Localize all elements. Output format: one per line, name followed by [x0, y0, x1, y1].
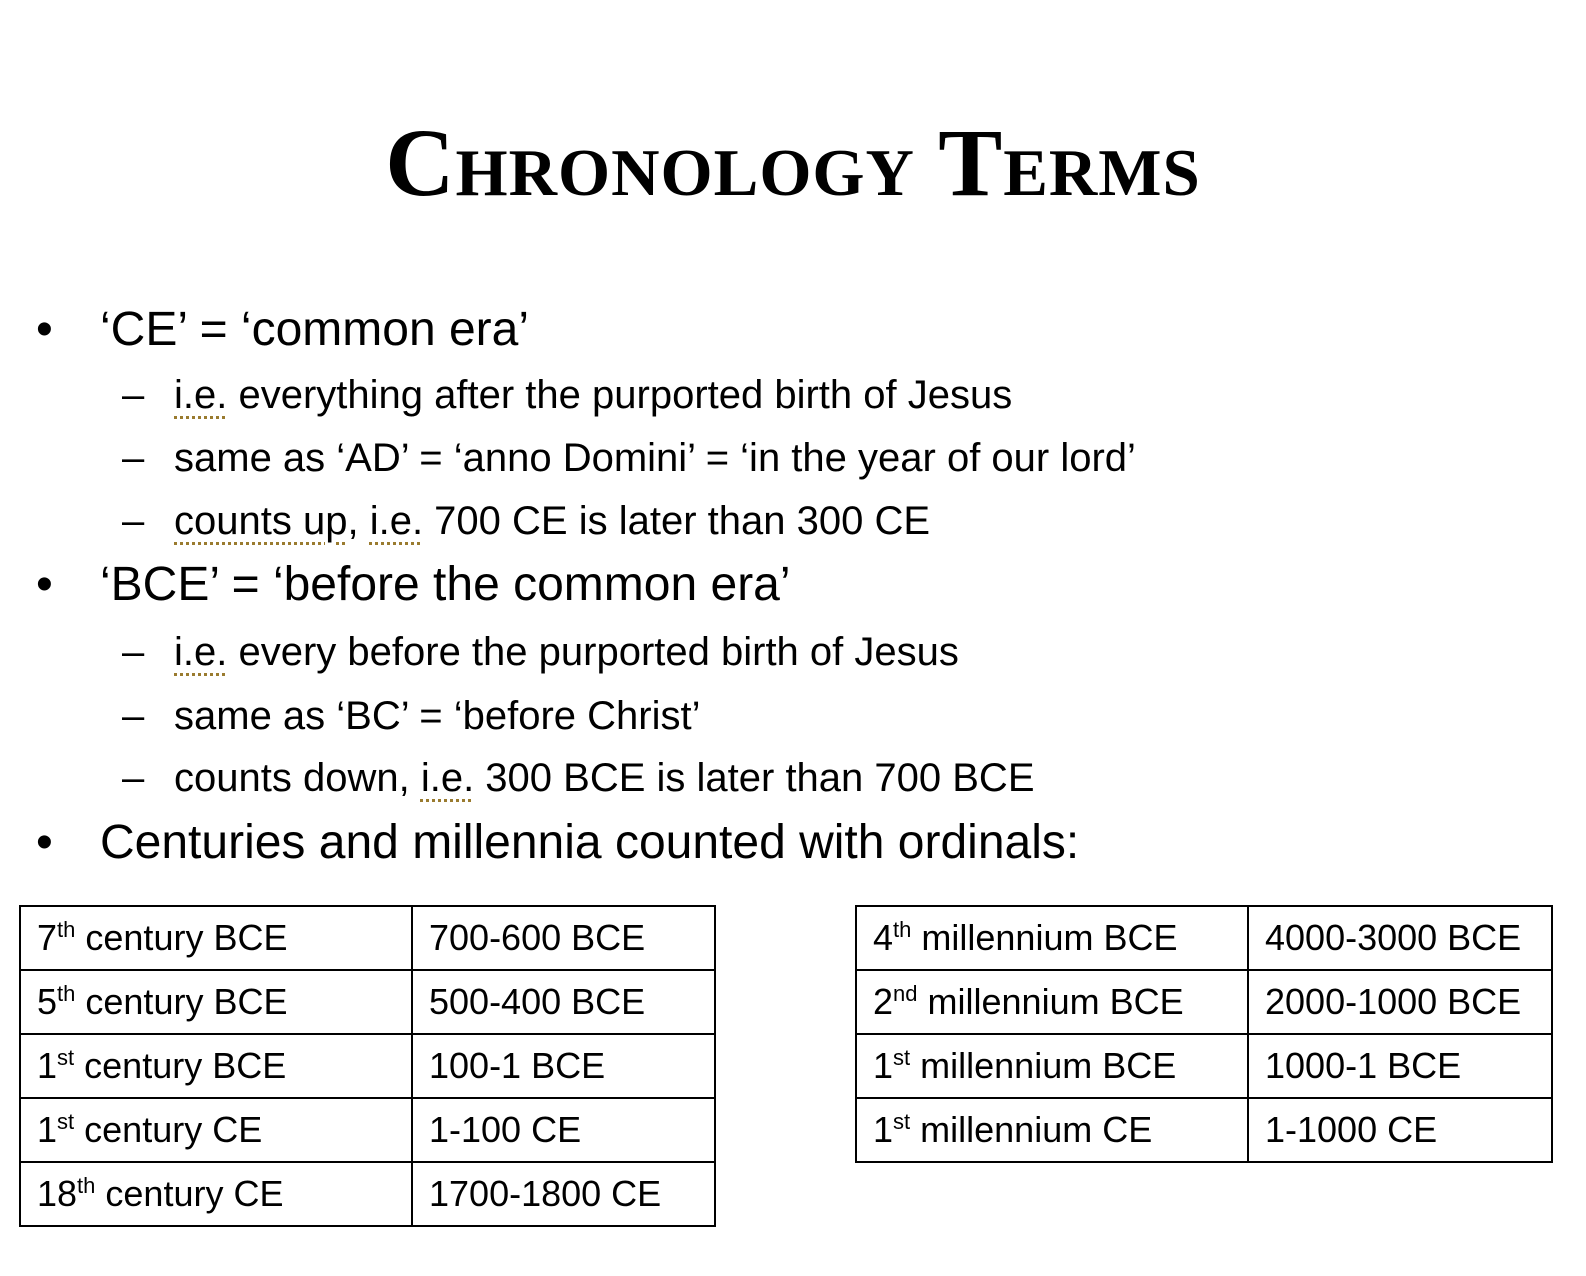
ie-spellcheck-word: i.e. — [369, 499, 424, 543]
term-cell: 7th century BCE — [20, 906, 412, 970]
range-cell: 4000-3000 BCE — [1248, 906, 1552, 970]
range-cell: 1-1000 CE — [1248, 1098, 1552, 1162]
sub-text: same as ‘BC’ = ‘before Christ’ — [174, 694, 701, 738]
ie-spellcheck-word: i.e. — [174, 373, 228, 417]
slide-title: Chronology Terms — [385, 109, 1201, 216]
bullet-ce-text: ‘CE’ = ‘common era’ — [100, 303, 530, 356]
sub-bce-meaning — [122, 628, 959, 676]
sub-bce-same-as — [122, 692, 700, 740]
sub-dash: – — [122, 630, 145, 674]
sub-dash: – — [122, 694, 145, 738]
bullet-dot: • — [36, 303, 53, 356]
range-cell: 1700-1800 CE — [412, 1162, 715, 1226]
range-cell: 500-400 BCE — [412, 970, 715, 1034]
sub-ce-meaning — [122, 371, 1012, 419]
sub-text: everything after the purported birth of Jesus — [227, 373, 1013, 417]
sub-bce-counts — [122, 754, 1035, 802]
sub-ce-counts — [122, 497, 930, 545]
counts-up-spellcheck-word: counts up — [174, 499, 348, 543]
term-cell: 1st century CE — [20, 1098, 412, 1162]
bullet-ce — [36, 302, 529, 358]
ie-spellcheck-word: i.e. — [174, 630, 228, 674]
sub-dash: – — [122, 373, 145, 417]
sub-text: every before the purported birth of Jesus — [227, 630, 959, 674]
term-cell: 1st century BCE — [20, 1034, 412, 1098]
sub-ce-same-as — [122, 434, 1136, 482]
bullet-bce — [36, 557, 791, 613]
ie-spellcheck-word: i.e. — [420, 756, 475, 800]
table-row — [856, 970, 1552, 1034]
table-row — [856, 1098, 1552, 1162]
range-cell: 1000-1 BCE — [1248, 1034, 1552, 1098]
table-row — [20, 1098, 715, 1162]
range-cell: 1-100 CE — [412, 1098, 715, 1162]
bullet-bce-text: ‘BCE’ = ‘before the common era’ — [100, 558, 791, 611]
table-row — [20, 906, 715, 970]
term-cell: 1st millennium BCE — [856, 1034, 1248, 1098]
sub-dash: – — [122, 499, 145, 543]
term-cell: 5th century BCE — [20, 970, 412, 1034]
sub-text: 700 CE is later than 300 CE — [423, 499, 931, 543]
table-row — [20, 1162, 715, 1226]
millennia-table — [855, 905, 1553, 1163]
term-cell: 18th century CE — [20, 1162, 412, 1226]
term-cell: 4th millennium BCE — [856, 906, 1248, 970]
centuries-table — [19, 905, 716, 1227]
sub-dash: – — [122, 756, 145, 800]
range-cell: 700-600 BCE — [412, 906, 715, 970]
sub-text: same as ‘AD’ = ‘anno Domini’ = ‘in the year of our lord’ — [174, 436, 1136, 480]
sub-text: counts down, — [174, 756, 421, 800]
table-row — [20, 1034, 715, 1098]
bullet-dot: • — [36, 816, 53, 869]
sub-dash: – — [122, 436, 145, 480]
sub-text: 300 BCE is later than 700 BCE — [474, 756, 1035, 800]
table-row — [20, 970, 715, 1034]
table-row — [856, 1034, 1552, 1098]
bullet-ordinals-text: Centuries and millennia counted with ordinals: — [100, 816, 1080, 869]
term-cell: 1st millennium CE — [856, 1098, 1248, 1162]
bullet-dot: • — [36, 558, 53, 611]
table-row — [856, 906, 1552, 970]
range-cell: 2000-1000 BCE — [1248, 970, 1552, 1034]
term-cell: 2nd millennium BCE — [856, 970, 1248, 1034]
sub-text: , — [347, 499, 370, 543]
range-cell: 100-1 BCE — [412, 1034, 715, 1098]
bullet-ordinals — [36, 815, 1079, 871]
